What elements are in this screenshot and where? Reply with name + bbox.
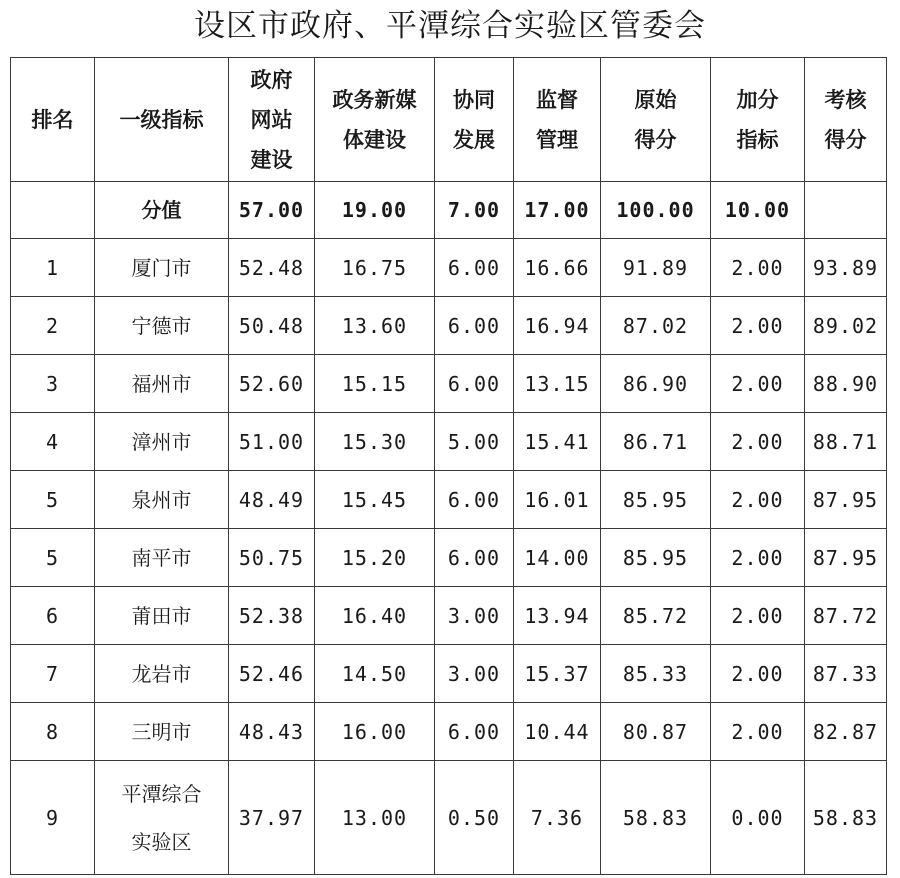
rank-cell: 7 [11, 645, 95, 703]
cell-final: 87.95 [805, 529, 887, 587]
cell-media: 15.15 [315, 355, 435, 413]
region-name-line: 厦门市 [131, 255, 192, 280]
cell-final: 87.33 [805, 645, 887, 703]
cell-final: 58.83 [805, 761, 887, 875]
rank-cell: 3 [11, 355, 95, 413]
score-coop: 7.00 [435, 182, 514, 239]
cell-bonus: 2.00 [711, 355, 805, 413]
table-row [11, 645, 887, 703]
table-row [11, 297, 887, 355]
score-label: 分值 [95, 182, 229, 239]
rank-cell: 4 [11, 413, 95, 471]
cell-final: 87.72 [805, 587, 887, 645]
region-name-line: 宁德市 [131, 313, 192, 338]
cell-supervise: 15.41 [514, 413, 601, 471]
rank-cell: 2 [11, 297, 95, 355]
region-name-line: 三明市 [131, 719, 192, 744]
header-final-line: 考核 [824, 86, 867, 112]
cell-raw: 91.89 [601, 239, 711, 297]
cell-bonus: 2.00 [711, 297, 805, 355]
header-web-line: 政府 [250, 66, 293, 92]
score-bonus: 10.00 [711, 182, 805, 239]
table-row [11, 471, 887, 529]
header-row [11, 58, 887, 182]
cell-raw: 58.83 [601, 761, 711, 875]
rank-cell: 9 [11, 761, 95, 875]
table-row [11, 239, 887, 297]
cell-supervise: 16.01 [514, 471, 601, 529]
cell-bonus: 2.00 [711, 471, 805, 529]
cell-coop: 6.00 [435, 529, 514, 587]
rank-cell: 8 [11, 703, 95, 761]
cell-supervise: 13.94 [514, 587, 601, 645]
region-name-cell [95, 297, 229, 355]
rank-cell: 5 [11, 471, 95, 529]
table-row [11, 587, 887, 645]
cell-media: 15.45 [315, 471, 435, 529]
region-name-cell [95, 761, 229, 875]
cell-final: 82.87 [805, 703, 887, 761]
cell-media: 16.40 [315, 587, 435, 645]
rank-cell: 6 [11, 587, 95, 645]
cell-coop: 3.00 [435, 645, 514, 703]
header-coop-line: 发展 [453, 126, 495, 152]
cell-supervise: 16.66 [514, 239, 601, 297]
table-row [11, 529, 887, 587]
header-media-line: 体建设 [343, 126, 406, 152]
header-raw-line: 得分 [634, 126, 677, 152]
region-name-line: 南平市 [131, 545, 192, 570]
cell-coop: 3.00 [435, 587, 514, 645]
header-web-line: 网站 [250, 106, 293, 132]
cell-final: 88.71 [805, 413, 887, 471]
cell-bonus: 2.00 [711, 529, 805, 587]
cell-bonus: 2.00 [711, 239, 805, 297]
region-name-cell [95, 471, 229, 529]
cell-web: 52.48 [229, 239, 315, 297]
region-name-line: 莆田市 [131, 603, 192, 628]
region-name-line: 实验区 [131, 829, 192, 854]
header-web [229, 58, 315, 182]
header-supervise-line: 监督 [536, 86, 578, 112]
cell-media: 16.00 [315, 703, 435, 761]
header-raw-line: 原始 [634, 86, 677, 112]
cell-media: 16.75 [315, 239, 435, 297]
cell-web: 37.97 [229, 761, 315, 875]
cell-final: 87.95 [805, 471, 887, 529]
cell-raw: 80.87 [601, 703, 711, 761]
region-name-line: 福州市 [131, 371, 192, 396]
ranking-table [10, 57, 887, 875]
cell-bonus: 0.00 [711, 761, 805, 875]
page-title: 设区市政府、平潭综合实验区管委会 [194, 8, 706, 44]
cell-final: 89.02 [805, 297, 887, 355]
cell-supervise: 14.00 [514, 529, 601, 587]
score-supervise: 17.00 [514, 182, 601, 239]
table-row [11, 703, 887, 761]
table-row [11, 761, 887, 875]
header-media-line: 政务新媒 [332, 86, 417, 112]
score-raw: 100.00 [601, 182, 711, 239]
cell-raw: 85.33 [601, 645, 711, 703]
cell-supervise: 15.37 [514, 645, 601, 703]
cell-media: 14.50 [315, 645, 435, 703]
cell-coop: 6.00 [435, 297, 514, 355]
header-media [315, 58, 435, 182]
cell-web: 48.49 [229, 471, 315, 529]
cell-media: 15.30 [315, 413, 435, 471]
region-name-cell [95, 645, 229, 703]
cell-bonus: 2.00 [711, 413, 805, 471]
header-rank: 排名 [11, 58, 95, 182]
cell-raw: 86.71 [601, 413, 711, 471]
header-final [805, 58, 887, 182]
cell-coop: 6.00 [435, 355, 514, 413]
cell-supervise: 10.44 [514, 703, 601, 761]
header-supervise [514, 58, 601, 182]
cell-web: 51.00 [229, 413, 315, 471]
region-name-cell [95, 355, 229, 413]
score-final [805, 182, 887, 239]
cell-final: 93.89 [805, 239, 887, 297]
cell-bonus: 2.00 [711, 587, 805, 645]
region-name-cell [95, 587, 229, 645]
region-name-line: 平潭综合 [121, 781, 202, 806]
cell-raw: 85.95 [601, 471, 711, 529]
header-raw [601, 58, 711, 182]
cell-coop: 6.00 [435, 239, 514, 297]
header-supervise-line: 管理 [536, 126, 578, 152]
cell-web: 52.38 [229, 587, 315, 645]
cell-bonus: 2.00 [711, 645, 805, 703]
region-name-line: 泉州市 [131, 487, 192, 512]
cell-coop: 5.00 [435, 413, 514, 471]
cell-coop: 6.00 [435, 703, 514, 761]
cell-raw: 86.90 [601, 355, 711, 413]
cell-media: 15.20 [315, 529, 435, 587]
cell-supervise: 13.15 [514, 355, 601, 413]
cell-supervise: 7.36 [514, 761, 601, 875]
cell-raw: 85.95 [601, 529, 711, 587]
score-rank-cell [11, 182, 95, 239]
cell-web: 48.43 [229, 703, 315, 761]
cell-web: 52.60 [229, 355, 315, 413]
header-bonus-line: 指标 [736, 126, 779, 152]
table-row [11, 413, 887, 471]
header-bonus-line: 加分 [736, 86, 779, 112]
cell-raw: 85.72 [601, 587, 711, 645]
header-web-line: 建设 [250, 146, 293, 172]
region-name-cell [95, 239, 229, 297]
cell-web: 50.48 [229, 297, 315, 355]
cell-media: 13.00 [315, 761, 435, 875]
region-name-line: 龙岩市 [131, 661, 192, 686]
header-bonus [711, 58, 805, 182]
rank-cell: 1 [11, 239, 95, 297]
table-row [11, 355, 887, 413]
region-name-cell [95, 413, 229, 471]
header-coop [435, 58, 514, 182]
header-indicator: 一级指标 [95, 58, 229, 182]
cell-coop: 6.00 [435, 471, 514, 529]
cell-media: 13.60 [315, 297, 435, 355]
score-value-row [11, 182, 887, 239]
rank-cell: 5 [11, 529, 95, 587]
cell-raw: 87.02 [601, 297, 711, 355]
cell-supervise: 16.94 [514, 297, 601, 355]
score-media: 19.00 [315, 182, 435, 239]
region-name-cell [95, 529, 229, 587]
score-web: 57.00 [229, 182, 315, 239]
header-final-line: 得分 [824, 126, 867, 152]
region-name-cell [95, 703, 229, 761]
cell-final: 88.90 [805, 355, 887, 413]
cell-web: 50.75 [229, 529, 315, 587]
cell-bonus: 2.00 [711, 703, 805, 761]
cell-coop: 0.50 [435, 761, 514, 875]
cell-web: 52.46 [229, 645, 315, 703]
header-coop-line: 协同 [453, 86, 495, 112]
region-name-line: 漳州市 [131, 429, 192, 454]
